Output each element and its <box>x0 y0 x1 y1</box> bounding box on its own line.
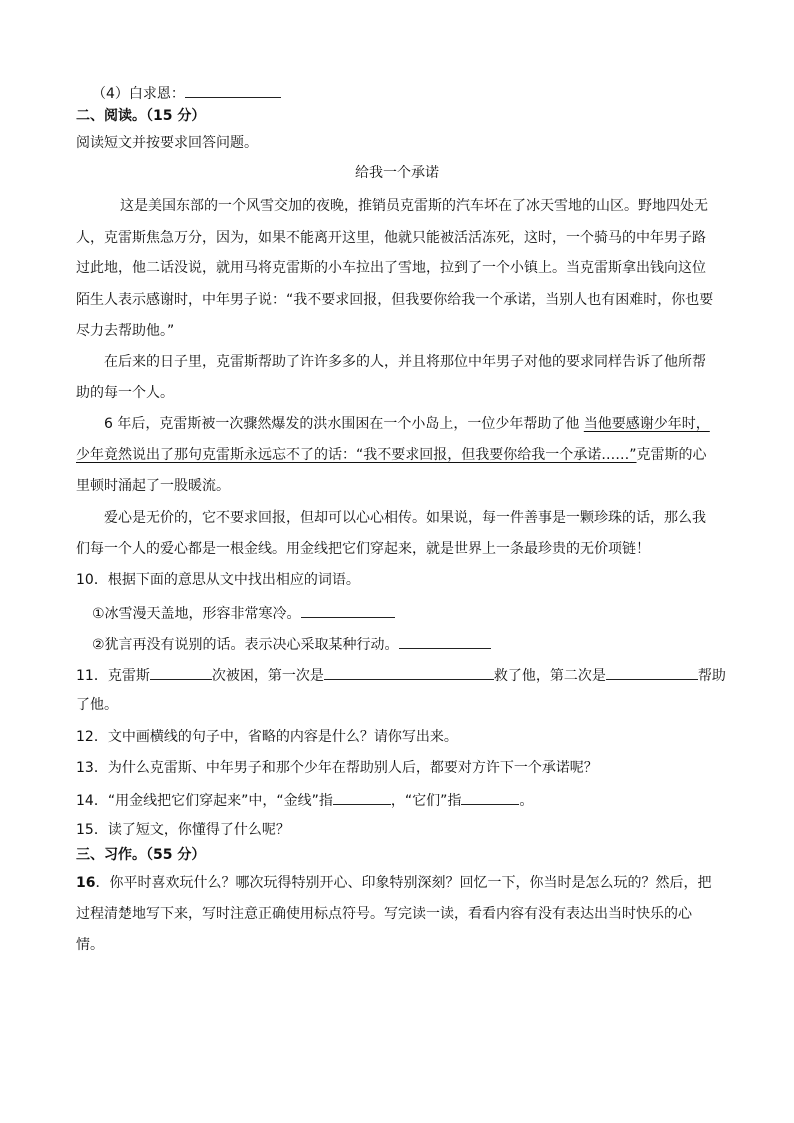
paragraph-line: 们每一个人的爱心都是一根金线。用金线把它们穿起来，就是世界上一条最珍贵的无价项链！ <box>76 541 650 557</box>
question-10-item-2-text: ②犹言再没有说别的话。表示决心采取某种行动。 <box>92 637 399 653</box>
question-11-text: 次被困，第一次是 <box>211 668 324 684</box>
question-4-line <box>92 82 281 104</box>
question-10: 10．根据下面的意思从文中找出相应的词语。 <box>76 572 360 588</box>
question-16-text: ．你平时喜欢玩什么？哪次玩得特别开心、印象特别深刻？回忆一下，你当时是怎么玩的？然后，把 <box>95 875 712 891</box>
question-14 <box>76 789 533 811</box>
paragraph-line: 人，克雷斯焦急万分，因为，如果不能离开这里，他就只能被活活冻死，这时，一个骑马的中年男子路 <box>76 230 706 246</box>
answer-blank[interactable] <box>399 633 491 649</box>
answer-blank[interactable] <box>150 664 212 680</box>
question-16-line: 过程清楚地写下来，写时注意正确使用标点符号。写完读一读，看看内容有没有表达出当时快乐的心 <box>76 906 692 922</box>
answer-blank[interactable] <box>185 82 281 98</box>
question-12: 12．文中画横线的句子中，省略的内容是什么？请你写出来。 <box>76 729 458 745</box>
question-10-item-2 <box>92 633 491 655</box>
paragraph-line: 里顿时涌起了一股暖流。 <box>76 478 230 494</box>
answer-blank[interactable] <box>461 789 519 805</box>
underlined-sentence: 当他要感谢少年时， <box>583 416 710 432</box>
passage-title: 给我一个承诺 <box>355 165 439 181</box>
question-14-text: 14．“用金线把它们穿起来”中，“金线”指 <box>76 793 333 809</box>
section-3-heading: 三、习作。（55 分） <box>76 847 206 863</box>
question-10-item-1 <box>92 602 395 624</box>
underlined-sentence: 少年竟然说出了那句克雷斯永远忘不了的话：“我不要求回报，但我要你给我一个承诺……” <box>76 447 637 463</box>
question-11-text: 救了他，第二次是 <box>493 668 606 684</box>
paragraph-line: 过此地，他二话没说，就用马将克雷斯的小车拉出了雪地，拉到了一个小镇上。当克雷斯拿出钱向这位 <box>76 260 706 276</box>
question-11-continued: 了他。 <box>76 697 118 713</box>
paragraph-line <box>76 445 707 465</box>
section-2-heading: 二、阅读。（15 分） <box>76 108 206 124</box>
paragraph-line: 陌生人表示感谢时，中年男子说：“我不要求回报，但我要你给我一个承诺，当别人也有困难时，你也要 <box>76 292 714 308</box>
question-11-text: 11．克雷斯 <box>76 668 150 684</box>
paragraph-line: 助的每一个人。 <box>76 385 174 401</box>
question-16 <box>76 873 711 893</box>
question-15: 15．读了短文，你懂得了什么呢？ <box>76 822 290 838</box>
paragraph-line: 这是美国东部的一个风雪交加的夜晚，推销员克雷斯的汽车坏在了冰天雪地的山区。野地四处无 <box>120 198 708 214</box>
question-4-prefix: （4）白求恩： <box>92 86 185 102</box>
question-11-text: 帮助 <box>697 668 726 684</box>
question-10-item-1-text: ①冰雪漫天盖地，形容非常寒冷。 <box>92 606 301 622</box>
question-11 <box>76 664 726 686</box>
question-14-text: 。 <box>519 793 534 809</box>
answer-blank[interactable] <box>333 789 391 805</box>
paragraph-line: 在后来的日子里，克雷斯帮助了许许多多的人，并且将那位中年男子对他的要求同样告诉了他所帮 <box>104 354 706 370</box>
question-16-number: 16 <box>76 875 96 891</box>
paragraph-text: 克雷斯的心 <box>636 447 707 463</box>
answer-blank[interactable] <box>301 602 395 618</box>
question-14-text: ，“它们”指 <box>390 793 462 809</box>
paragraph-line: 尽力去帮助他。” <box>76 323 175 339</box>
question-16-line: 情。 <box>76 937 104 953</box>
paragraph-line: 爱心是无价的，它不要求回报，但却可以心心相传。如果说，每一件善事是一颗珍珠的话，那么我 <box>104 510 706 526</box>
paragraph-line <box>104 414 710 434</box>
question-13: 13．为什么克雷斯、中年男子和那个少年在帮助别人后，都要对方许下一个承诺呢？ <box>76 760 598 776</box>
answer-blank[interactable] <box>324 664 494 680</box>
section-2-instruction: 阅读短文并按要求回答问题。 <box>76 135 258 151</box>
paragraph-text: 6 年后，克雷斯被一次骤然爆发的洪水围困在一个小岛上，一位少年帮助了他 <box>104 416 584 432</box>
answer-blank[interactable] <box>606 664 698 680</box>
